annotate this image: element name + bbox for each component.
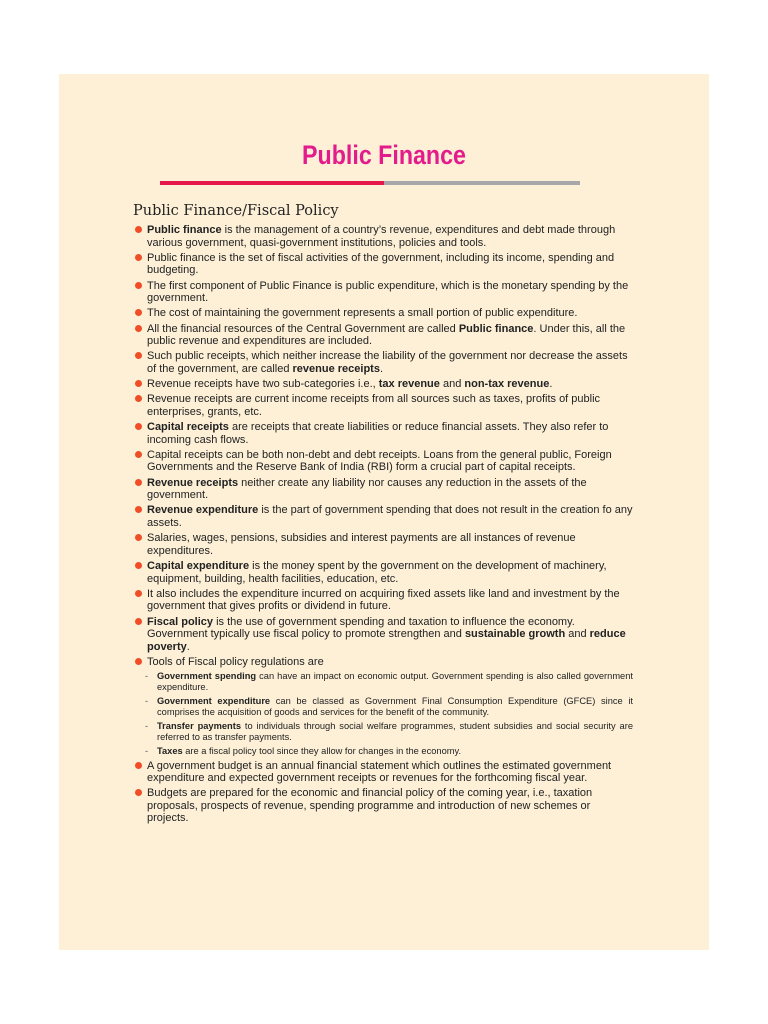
dash-icon: - bbox=[145, 720, 149, 731]
list-item: Public finance is the management of a country’s revenue, expenditures and debt made through various government, quasi-government institutions, policies and tools. bbox=[133, 224, 633, 249]
list-item: Capital receipts can be both non-debt and debt receipts. Loans from the general public, Foreign Governments and the Reserve Bank of India (RBI) form a crucial part of capital receipts. bbox=[133, 449, 633, 474]
list-item: The first component of Public Finance is public expenditure, which is the monetary spending by the government. bbox=[133, 280, 633, 305]
list-item: Revenue expenditure is the part of government spending that does not result in the creation fo any assets. bbox=[133, 504, 633, 529]
list-item: Fiscal policy is the use of government spending and taxation to influence the economy. Government typically use fiscal policy to promote strengthen and sustainable growth and reduce poverty. bbox=[133, 616, 633, 654]
dash-icon: - bbox=[145, 695, 149, 706]
bullet-icon bbox=[135, 562, 142, 569]
bullet-icon bbox=[135, 506, 142, 513]
dash-icon: - bbox=[145, 670, 149, 681]
list-item: Capital expenditure is the money spent by the government on the development of machinery, equipment, building, health facilities, education, etc. bbox=[133, 560, 633, 585]
bullet-icon bbox=[135, 395, 142, 402]
bullet-icon bbox=[135, 658, 142, 665]
bullet-icon bbox=[135, 534, 142, 541]
list-item: All the financial resources of the Central Government are called Public finance. Under this, all the public revenue and expenditures are included. bbox=[133, 323, 633, 348]
page-card bbox=[59, 74, 709, 950]
list-item: Such public receipts, which neither increase the liability of the government nor decrease the assets of the government, are called revenue receipts. bbox=[133, 350, 633, 375]
list-item: Salaries, wages, pensions, subsidies and interest payments are all instances of revenue expenditures. bbox=[133, 532, 633, 557]
bullet-icon bbox=[135, 590, 142, 597]
bullet-icon bbox=[135, 254, 142, 261]
tools-sublist bbox=[147, 671, 633, 757]
sub-list-item: - Taxes are a fiscal policy tool since they allow for changes in the economy. bbox=[145, 745, 462, 756]
bullet-icon bbox=[135, 380, 142, 387]
title-rule-grey bbox=[384, 181, 580, 185]
bullet-icon bbox=[135, 282, 142, 289]
sub-list-item: - Government spending can have an impact on economic output. Government spending is also called government expenditure. bbox=[145, 670, 633, 692]
list-item: The cost of maintaining the government represents a small portion of public expenditure. bbox=[133, 307, 633, 320]
bullet-icon bbox=[135, 451, 142, 458]
bullet-icon bbox=[135, 325, 142, 332]
list-item: Capital receipts are receipts that create liabilities or reduce financial assets. They also refer to incoming cash flows. bbox=[133, 421, 633, 446]
dash-icon: - bbox=[145, 745, 149, 756]
bullet-icon bbox=[135, 789, 142, 796]
bullet-icon bbox=[135, 226, 142, 233]
list-item: Revenue receipts have two sub-categories i.e., tax revenue and non-tax revenue. bbox=[133, 378, 633, 391]
list-item: Revenue receipts are current income receipts from all sources such as taxes, profits of public enterprises, grants, etc. bbox=[133, 393, 633, 418]
list-item: A government budget is an annual financial statement which outlines the estimated government expenditure and expected government receipts or revenues for the forthcoming fiscal year. bbox=[133, 760, 633, 785]
sub-list-item: - Transfer payments to individuals through social welfare programmes, student subsidies and social security are referred to as transfer payments. bbox=[145, 720, 633, 742]
page-title: Public Finance bbox=[302, 140, 466, 170]
section-heading: Public Finance/Fiscal Policy bbox=[133, 203, 339, 219]
list-item: It also includes the expenditure incurred on acquiring fixed assets like land and investment by the government that gives profits or dividend in future. bbox=[133, 588, 633, 613]
sub-list-item: - Government expenditure can be classed as Government Final Consumption Expenditure (GFCE) since it comprises the acquisition of goods and services for the benefit of the community. bbox=[145, 695, 633, 717]
list-item: Public finance is the set of fiscal activities of the government, including its income, spending and budgeting. bbox=[133, 252, 633, 277]
bullet-icon bbox=[135, 762, 142, 769]
list-item: Revenue receipts neither create any liability nor causes any reduction in the assets of the government. bbox=[133, 477, 633, 502]
bullet-icon bbox=[135, 309, 142, 316]
bullet-icon bbox=[135, 479, 142, 486]
list-item: Budgets are prepared for the economic and financial policy of the coming year, i.e., taxation proposals, prospects of revenue, spending programme and introduction of new schemes or projects. bbox=[133, 787, 633, 825]
title-rule-red bbox=[160, 181, 384, 185]
list-item: Tools of Fiscal policy regulations are - Government spending can have an impact on economic output. Government spending is also called government expenditure. - Government expenditure can be classed as Government Final Consumption Expenditure (GFCE) since it comprises the acquisition of goods and services for the benefit of the community. - Transfer payments to individuals through social welfare programmes, student subsidies and social security are referred to as transfer payments. - Taxes are a fiscal policy tool since they allow for changes in the economy. bbox=[133, 656, 633, 757]
bullet-icon bbox=[135, 423, 142, 430]
bullet-icon bbox=[135, 618, 142, 625]
bullet-list bbox=[133, 224, 633, 828]
bullet-icon bbox=[135, 352, 142, 359]
